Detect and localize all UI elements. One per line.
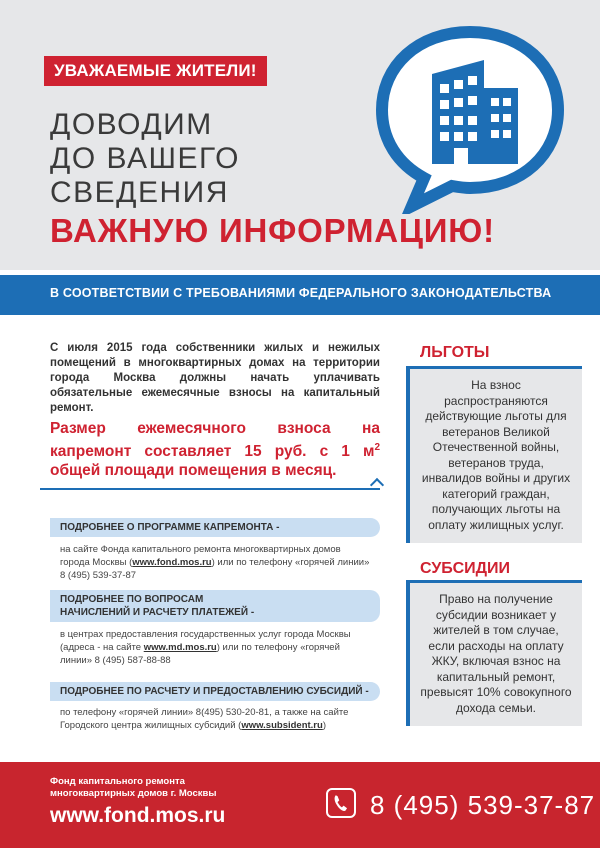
footer-org-line-1: Фонд капитального ремонта [50, 776, 185, 787]
info-title-payments-line-2: НАЧИСЛЕНИЙ И РАСЧЕТУ ПЛАТЕЖЕЙ - [60, 607, 255, 618]
headline-line-1: ДОВОДИМ [50, 108, 213, 141]
info-title-payments [50, 590, 380, 622]
phone-icon [326, 788, 356, 818]
footer-phone-number[interactable]: 8 (495) 539-37-87 [370, 790, 596, 820]
speech-bubble-icon [372, 24, 568, 214]
benefits-box: На взнос распространяются действующие льготы для ветеранов Великой Отечественной войны, ветеранов труда, инвалидов войны и других категорий граждан, получающих льготы на оплату жилищных услуг. [406, 369, 582, 543]
footer [0, 762, 600, 848]
info-text-subsidies-a: по телефону «горячей линии» 8(495) 530-20-81, а также на сайте Городского центра жилищных субсидий ( [60, 707, 349, 731]
info-title-program: ПОДРОБНЕЕ О ПРОГРАММЕ КАПРЕМОНТА - [50, 518, 380, 537]
subsidies-box: Право на получение субсидии возникает у жителей в том случае, если расходы на оплату ЖКУ, включая взнос на капитальный ремонт, превысят 10% совокупного дохода семьи. [406, 583, 582, 726]
link-fond-mos[interactable]: www.fond.mos.ru [132, 557, 212, 568]
headline [50, 108, 240, 210]
benefits-title: ЛЬГОТЫ [420, 344, 490, 361]
info-text-payments-b: ) или по телефону «горячей линии» 8 (495) 587-88-88 [60, 642, 340, 666]
info-text-payments-a: в центрах предоставления государственных услуг города Москвы (адреса - на сайте [60, 629, 351, 653]
link-subsident[interactable]: www.subsident.ru [241, 720, 323, 731]
info-title-subsidies: ПОДРОБНЕЕ ПО РАСЧЕТУ И ПРЕДОСТАВЛЕНИЮ СУБСИДИЙ - [50, 682, 380, 701]
fee-statement-part-1: Размер ежемесячного взноса на капремонт составляет 15 руб. с 1 м [50, 420, 380, 461]
footer-org-line-2: многоквартирных домов г. Москвы [50, 788, 217, 799]
subsidies-title: СУБСИДИИ [420, 560, 511, 577]
legal-banner [0, 275, 600, 315]
greeting-label: УВАЖАЕМЫЕ ЖИТЕЛИ! [44, 56, 267, 86]
info-text-subsidies [60, 706, 370, 732]
section-divider [40, 488, 380, 490]
link-md-mos[interactable]: www.md.mos.ru [143, 642, 217, 653]
info-text-subsidies-b: ) [322, 720, 326, 731]
info-text-program-a: на сайте Фонда капитального ремонта многоквартирных домов города Москвы ( [60, 544, 341, 568]
info-text-program-b: ) или по телефону «горячей линии» 8 (495) 539-37-87 [60, 557, 370, 581]
fee-statement [50, 419, 380, 480]
footer-organization [50, 776, 216, 800]
headline-line-3: СВЕДЕНИЯ [50, 176, 229, 209]
fee-statement-part-2: общей площади помещения в месяц. [50, 462, 337, 480]
footer-website-link[interactable]: www.fond.mos.ru [50, 804, 226, 827]
info-title-payments-line-1: ПОДРОБНЕЕ ПО ВОПРОСАМ [60, 594, 204, 605]
legal-banner-text: В СООТВЕТСТВИИ С ТРЕБОВАНИЯМИ ФЕДЕРАЛЬНОГО ЗАКОНОДАТЕЛЬСТВА [50, 286, 552, 300]
fee-statement-superscript: 2 [374, 442, 380, 453]
info-text-payments [60, 628, 370, 667]
intro-paragraph: С июля 2015 года собственники жилых и нежилых помещений в многоквартирных домах на территории города Москва должны начать уплачивать обязательные ежемесячные взносы на капитальный ремонт. [50, 342, 380, 414]
headline-emphasis: ВАЖНУЮ ИНФОРМАЦИЮ! [50, 212, 495, 249]
info-text-program [60, 543, 370, 582]
headline-line-2: ДО ВАШЕГО [50, 142, 240, 175]
